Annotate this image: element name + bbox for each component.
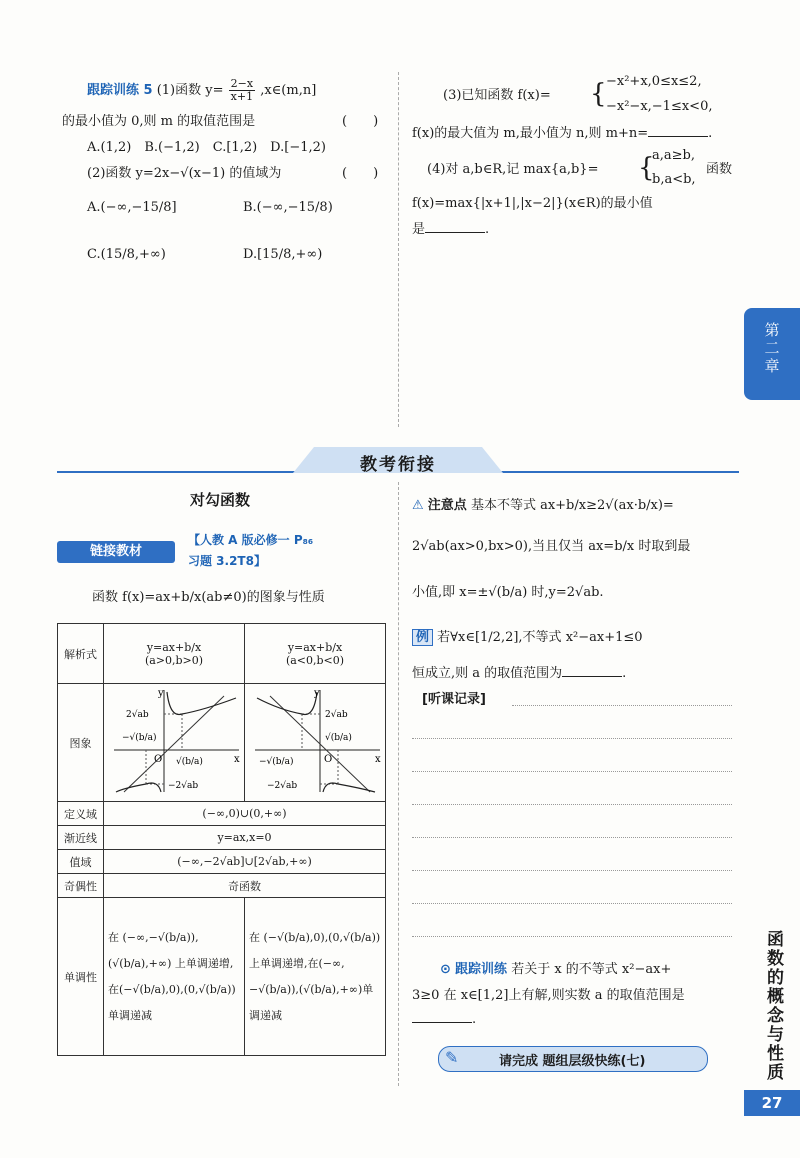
q4-line1: (4)对 a,b∈R,记 max{a,b}= xyxy=(427,162,599,177)
graph-positive-svg xyxy=(104,684,244,798)
intro-line: 函数 f(x)=ax+b/x(ab≠0)的图象与性质 xyxy=(92,590,325,605)
example-line2: 恒成立,则 a 的取值范围为 . xyxy=(412,666,627,681)
table-row: 解析式 y=ax+b/x (a>0,b>0) y=ax+b/x (a<0,b<0) xyxy=(58,624,386,684)
q1-answer-paren: ( ) xyxy=(342,114,379,129)
q3-line1: (3)已知函数 f(x)= xyxy=(443,88,551,103)
q1-options: A.(1,2) B.(−1,2) C.[1,2) D.[−1,2) xyxy=(87,140,326,155)
q4-answer-blank[interactable] xyxy=(425,220,485,233)
section-heading: 对勾函数 xyxy=(190,491,251,509)
chapter-title: 函数的概念与性质 xyxy=(763,930,783,1082)
table-row: 渐近线 y=ax,x=0 xyxy=(58,826,386,850)
q4-line1-end: 函数 xyxy=(706,162,733,177)
svg-text:√(b/a): √(b/a) xyxy=(176,757,203,767)
note-line xyxy=(412,936,732,937)
svg-text:−√(b/a): −√(b/a) xyxy=(122,733,157,743)
svg-text:2√ab: 2√ab xyxy=(325,710,348,720)
note-line2: 2√ab(ax>0,bx>0),当且仅当 ax=b/x 时取到最 xyxy=(412,539,691,554)
q2-option-c: C.(15/8,+∞) xyxy=(87,247,166,262)
q2-answer-paren: ( ) xyxy=(342,166,379,181)
svg-text:O: O xyxy=(324,754,333,765)
banner-title: 教考衔接 xyxy=(360,455,436,475)
note-line xyxy=(512,705,732,706)
svg-text:−2√ab: −2√ab xyxy=(267,781,298,791)
svg-text:y: y xyxy=(314,688,320,699)
warning-icon: ⚠ xyxy=(412,498,424,513)
follow-line2: 3≥0 在 x∈[1,2]上有解,则实数 a 的取值范围是 xyxy=(412,988,685,1003)
follow-label: 跟踪训练 xyxy=(455,962,508,977)
graph-negative xyxy=(245,684,386,802)
q3-answer-blank[interactable] xyxy=(648,124,708,137)
note-label: 注意点 xyxy=(427,498,467,513)
q3-brace: { xyxy=(590,79,607,109)
q1-line2: 的最小值为 0,则 m 的取值范围是 xyxy=(62,114,256,129)
q4-line3: 是 . xyxy=(412,222,490,237)
q4-case1: a,a≥b, xyxy=(652,148,695,163)
q3-case1: −x²+x,0≤x≤2, xyxy=(606,74,702,89)
example-line1: 例 若∀x∈[1/2,2],不等式 x²−ax+1≤0 xyxy=(412,628,643,648)
follow-line1: ⊙ 跟踪训练 若关于 x 的不等式 x²−ax+ xyxy=(440,962,672,977)
q3-line2: f(x)的最大值为 m,最小值为 n,则 m+n= . xyxy=(412,126,713,141)
follow-answer-blank[interactable] xyxy=(412,1010,472,1023)
q2-line: (2)函数 y=2x−√(x−1) 的值域为 xyxy=(87,166,282,181)
note-line3: 小值,即 x=±√(b/a) 时,y=2√ab. xyxy=(412,585,604,600)
note-line xyxy=(412,804,732,805)
table-row: 单调性 在 (−∞,−√(b/a)),(√(b/a),+∞) 上单调递增,在(−√(b/a),0),(0,√(b/a))单调递减 在 (−√(b/a),0),(0,√(b/a)) 上单调递增,在(−∞,−√(b/a)),(√(b/a),+∞)单调递减 xyxy=(58,898,386,1056)
note-line xyxy=(412,837,732,838)
column-divider xyxy=(398,72,399,427)
col2-formula-cell: y=ax+b/x (a<0,b<0) xyxy=(245,624,386,684)
svg-text:x: x xyxy=(234,754,240,765)
q1-line1: 跟踪训练 5 (1)函数 y= $\frac{2-x}{x+1}$ ,x∈(m,n] xyxy=(87,77,317,103)
example-answer-blank[interactable] xyxy=(562,664,622,677)
svg-text:−√(b/a): −√(b/a) xyxy=(259,757,294,767)
note-line1: ⚠ 注意点 基本不等式 ax+b/x≥2√(ax·b/x)= xyxy=(412,498,674,513)
note-line xyxy=(412,903,732,904)
mono-right: 在 (−√(b/a),0),(0,√(b/a)) 上单调递增,在(−∞,−√(b/a)),(√(b/a),+∞)单调递减 xyxy=(245,898,386,1056)
q3-case2: −x²−x,−1≤x<0, xyxy=(606,99,713,114)
svg-text:O: O xyxy=(154,754,163,765)
textbook-ref-2: 习题 3.2T8】 xyxy=(188,554,266,568)
q4-line2: f(x)=max{|x+1|,|x−2|}(x∈R)的最小值 xyxy=(412,196,653,211)
svg-text:√(b/a): √(b/a) xyxy=(325,733,352,743)
col1-formula-cell: y=ax+b/x (a>0,b>0) xyxy=(104,624,245,684)
table-row: 定义域 (−∞,0)∪(0,+∞) xyxy=(58,802,386,826)
q1-fraction: $\frac{2-x}{x+1}$ xyxy=(230,77,254,103)
q4-brace: { xyxy=(638,153,655,183)
svg-text:−2√ab: −2√ab xyxy=(168,781,199,791)
textbook-ref-1: 【人教 A 版必修一 P₈₆ xyxy=(188,533,314,547)
location-pin-icon: ⊙ xyxy=(440,962,451,977)
note-line xyxy=(412,738,732,739)
graph-negative-svg xyxy=(245,684,385,798)
svg-text:x: x xyxy=(375,754,381,765)
q2-option-b: B.(−∞,−15/8) xyxy=(243,200,333,215)
q2-option-d: D.[15/8,+∞) xyxy=(243,247,323,262)
q2-option-a: A.(−∞,−15/8] xyxy=(87,200,177,215)
table-row: 值域 (−∞,−2√ab]∪[2√ab,+∞) xyxy=(58,850,386,874)
link-textbook-label: 链接教材 xyxy=(57,541,175,563)
chapter-tab: 第二章 xyxy=(744,308,800,400)
table-row: 图象 y x O 2√ab −√(b/a) √(b/a) −2√ab y x O 2√ab √(b/a) −√(b/a) −2√ab xyxy=(58,684,386,802)
column-divider-bottom xyxy=(398,482,399,1086)
graph-positive xyxy=(104,684,245,802)
pencil-book-icon: ✎ xyxy=(445,1048,459,1067)
follow-blank-line: . xyxy=(412,1010,476,1030)
table-row: 奇偶性 奇函数 xyxy=(58,874,386,898)
q4-case2: b,a<b, xyxy=(652,172,696,187)
note-line xyxy=(412,870,732,871)
practice-banner-text: 请完成 题组层级快练(七) xyxy=(499,1054,646,1069)
mono-left: 在 (−∞,−√(b/a)),(√(b/a),+∞) 上单调递增,在(−√(b/a),0),(0,√(b/a))单调递减 xyxy=(104,898,245,1056)
practice-banner[interactable] xyxy=(438,1046,708,1072)
record-label: [听课记录] xyxy=(422,692,486,707)
example-label: 例 xyxy=(412,629,433,646)
svg-text:y: y xyxy=(158,688,164,699)
svg-text:2√ab: 2√ab xyxy=(126,710,149,720)
property-table xyxy=(57,623,386,1056)
note-line xyxy=(412,771,732,772)
page-number: 27 xyxy=(744,1090,800,1116)
track-training-badge: 跟踪训练 5 xyxy=(87,83,153,98)
